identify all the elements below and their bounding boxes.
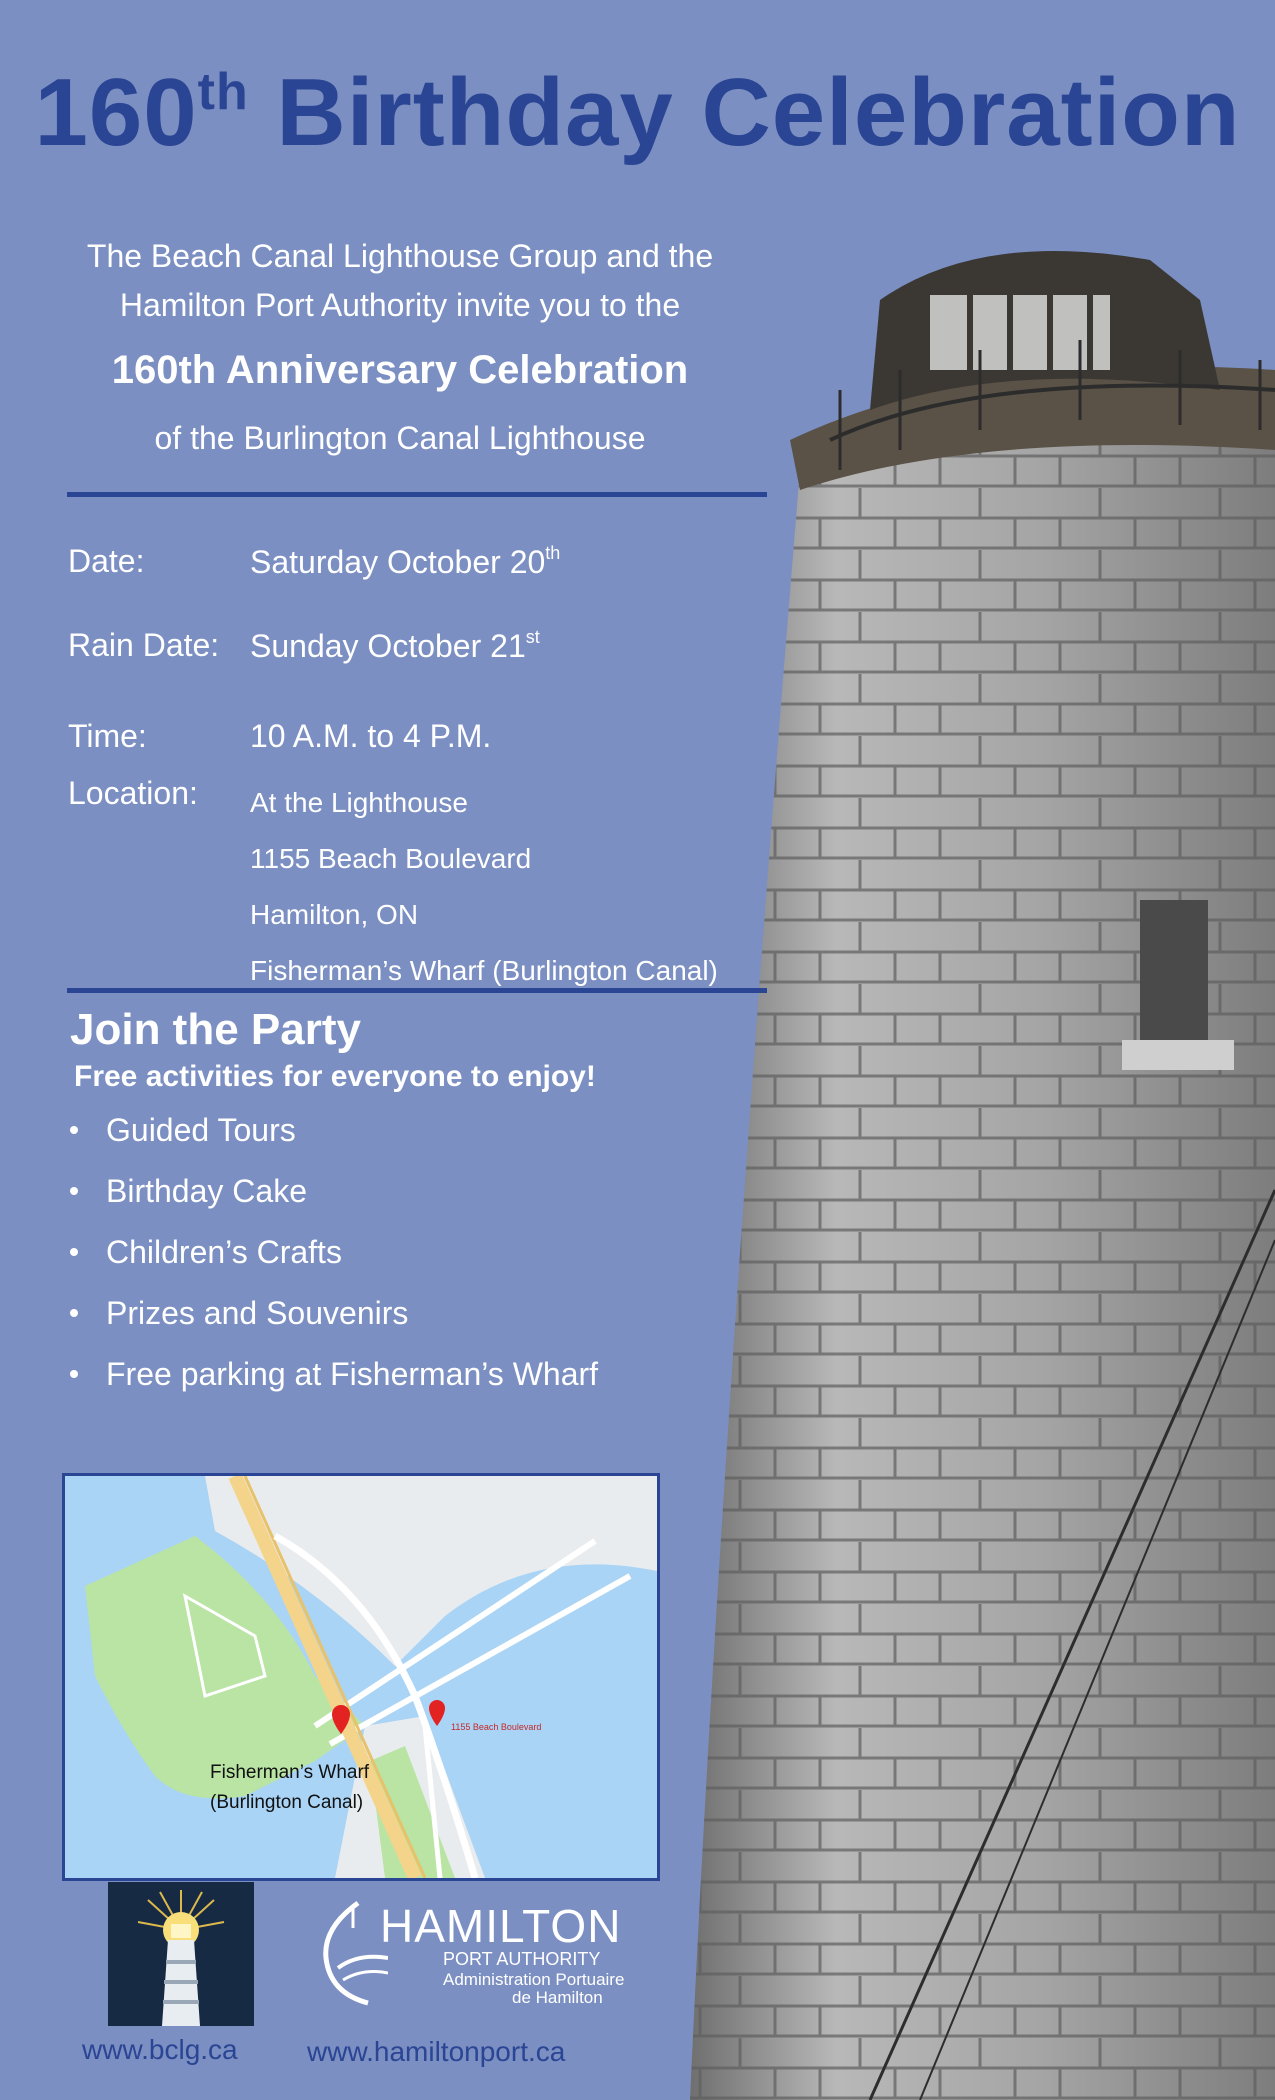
hpa-logo-line4: de Hamilton [512,1988,603,2007]
lighthouse-logo-icon [108,1882,254,2026]
party-subheading: Free activities for everyone to enjoy! [74,1060,596,1093]
map-graphic [65,1476,657,1878]
lighthouse-photo [680,240,1275,2100]
location-map [62,1473,660,1881]
map-marker-label: Fisherman’s Wharf [210,1762,370,1783]
location-label: Location: [68,775,198,811]
list-item: Prizes and Souvenirs [64,1288,598,1349]
location-line: Fisherman’s Wharf (Burlington Canal) [250,955,718,986]
date-value: Saturday October 20th [250,543,561,580]
divider-top [67,492,767,497]
activity-list [64,1105,598,1410]
hpa-logo-line3: Administration Portuaire [443,1970,625,1989]
hamiltonport-url-link[interactable]: www.hamiltonport.ca [307,2036,566,2067]
divider-bottom [67,988,767,993]
list-item: Free parking at Fisherman’s Wharf [64,1349,598,1410]
bclg-logo [108,1882,254,2026]
bullet-icon [70,1248,78,1256]
intro-line-1: The Beach Canal Lighthouse Group and the [86,238,714,274]
bullet-icon [70,1370,78,1378]
intro-line-4: of the Burlington Canal Lighthouse [154,420,646,456]
map-address-label: 1155 Beach Boulevard [451,1722,542,1732]
page-title: 160th Birthday Celebration [34,59,1241,166]
list-item: Children’s Crafts [64,1227,598,1288]
rain-date-value: Sunday October 21st [250,627,540,664]
party-heading: Join the Party [70,1005,361,1054]
intro-line-2: Hamilton Port Authority invite you to the [119,287,681,323]
intro-headline: 160th Anniversary Celebration [111,348,689,392]
bullet-icon [70,1187,78,1195]
list-item: Birthday Cake [64,1166,598,1227]
hamilton-port-logo-icon [318,1898,388,2008]
bullet-icon [70,1309,78,1317]
hpa-logo-line2: PORT AUTHORITY [443,1949,601,1969]
map-marker-label: (Burlington Canal) [210,1792,364,1813]
list-item: Guided Tours [64,1105,598,1166]
hpa-logo-title: HAMILTON [380,1900,622,1952]
location-line: 1155 Beach Boulevard [250,843,532,874]
location-line: Hamilton, ON [250,899,419,930]
time-label: Time: [68,718,147,754]
rain-date-label: Rain Date: [68,627,220,663]
location-line: At the Lighthouse [250,787,468,818]
time-value: 10 A.M. to 4 P.M. [250,718,492,754]
bullet-icon [70,1126,78,1134]
bclg-url-link[interactable]: www.bclg.ca [82,2034,238,2065]
date-label: Date: [68,543,145,579]
